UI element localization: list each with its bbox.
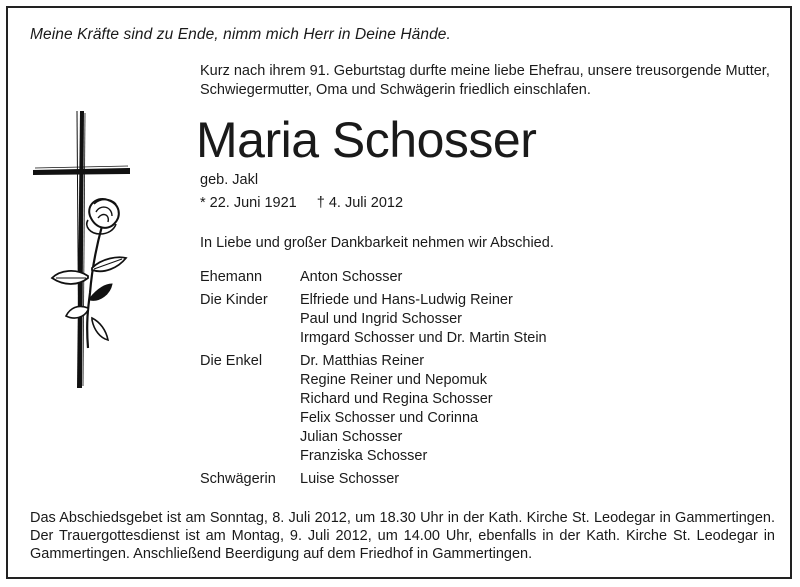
relative-name: Irmgard Schosser und Dr. Martin Stein [300, 330, 547, 346]
deceased-name: Maria Schosser [196, 112, 537, 168]
relative-label: Die Kinder [200, 292, 268, 308]
birth-date: * 22. Juni 1921 [200, 195, 297, 211]
intro-text: Kurz nach ihrem 91. Geburtstag durfte meine liebe Ehefrau, unsere treusorgende Mutter, Schwiegermutter, Oma und Schwägerin friedlich einschlafen. [200, 63, 770, 98]
relative-label: Die Enkel [200, 353, 263, 369]
motto-verse: Meine Kräfte sind zu Ende, nimm mich Herr in Deine Hände. [30, 26, 451, 43]
relative-name: Paul und Ingrid Schosser [300, 311, 463, 327]
cross-with-rose-icon [30, 108, 140, 393]
death-date: † 4. Juli 2012 [316, 195, 404, 211]
relative-group-grandchildren [200, 352, 547, 466]
relative-name: Anton Schosser [300, 269, 403, 285]
relative-name: Franziska Schosser [300, 448, 428, 464]
relatives-list [200, 268, 547, 493]
birth-name: geb. Jakl [200, 172, 259, 188]
relative-name: Elfriede und Hans-Ludwig Reiner [300, 292, 513, 308]
relative-name: Luise Schosser [300, 471, 400, 487]
relative-group-children [200, 291, 547, 348]
relative-label: Schwägerin [200, 471, 276, 487]
life-dates [200, 195, 403, 211]
farewell-line: In Liebe und großer Dankbarkeit nehmen wir Abschied. [200, 235, 554, 251]
service-details: Das Abschiedsgebet ist am Sonntag, 8. Juli 2012, um 18.30 Uhr in der Kath. Kirche St. Leodegar in Gammertingen. Der Trauergottesdienst ist am Montag, 9. Juli 2012, um 14.00 Uhr, ebenfalls in der Kath. Kirche St. Leodegar in Gammertingen. Anschließend Beerdigung auf dem Friedhof in Gammertingen. [30, 510, 775, 562]
relative-name: Richard und Regina Schosser [300, 391, 493, 407]
relative-name: Julian Schosser [300, 429, 403, 445]
relative-group-sister-in-law [200, 470, 547, 489]
relative-label: Ehemann [200, 269, 263, 285]
relative-name: Regine Reiner und Nepomuk [300, 372, 487, 388]
relative-group-spouse [200, 268, 547, 287]
relative-name: Felix Schosser und Corinna [300, 410, 479, 426]
relative-name: Dr. Matthias Reiner [300, 353, 425, 369]
